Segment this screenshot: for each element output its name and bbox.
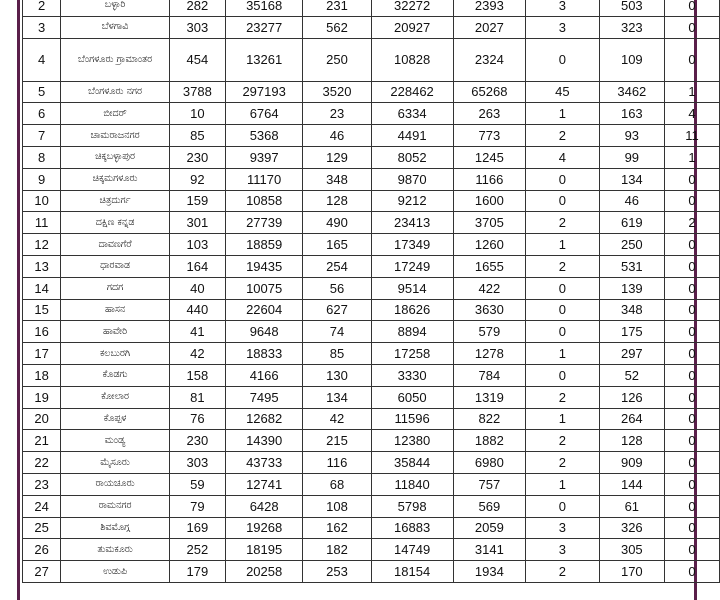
col-4-cell: 27739 bbox=[225, 212, 303, 234]
col-10-cell: 0 bbox=[664, 408, 719, 430]
col-10-cell: 0 bbox=[664, 277, 719, 299]
col-8-cell: 1 bbox=[526, 408, 600, 430]
col-7-cell: 2324 bbox=[453, 38, 525, 81]
col-7-cell: 263 bbox=[453, 103, 525, 125]
col-10-cell: 11 bbox=[664, 125, 719, 147]
col-5-cell: 130 bbox=[303, 364, 371, 386]
col-8-cell: 0 bbox=[526, 495, 600, 517]
col-10-cell: 0 bbox=[664, 16, 719, 38]
col-4-cell: 35168 bbox=[225, 0, 303, 16]
serial-number-cell: 22 bbox=[23, 452, 61, 474]
serial-number-cell: 10 bbox=[23, 190, 61, 212]
serial-number-cell: 13 bbox=[23, 255, 61, 277]
col-6-cell: 10828 bbox=[371, 38, 453, 81]
serial-number-cell: 17 bbox=[23, 343, 61, 365]
col-4-cell: 19268 bbox=[225, 517, 303, 539]
col-10-cell: 0 bbox=[664, 386, 719, 408]
col-8-cell: 0 bbox=[526, 168, 600, 190]
col-3-cell: 76 bbox=[169, 408, 225, 430]
serial-number-cell: 20 bbox=[23, 408, 61, 430]
col-4-cell: 18859 bbox=[225, 234, 303, 256]
col-7-cell: 569 bbox=[453, 495, 525, 517]
col-6-cell: 8052 bbox=[371, 146, 453, 168]
col-10-cell: 0 bbox=[664, 343, 719, 365]
district-name-cell: ಬೀದರ್ bbox=[61, 103, 170, 125]
col-6-cell: 18626 bbox=[371, 299, 453, 321]
col-9-cell: 126 bbox=[599, 386, 664, 408]
col-6-cell: 5798 bbox=[371, 495, 453, 517]
table-row bbox=[23, 255, 720, 277]
col-7-cell: 2059 bbox=[453, 517, 525, 539]
col-3-cell: 252 bbox=[169, 539, 225, 561]
district-name-cell: ಚಿಕ್ಕಮಗಳೂರು bbox=[61, 168, 170, 190]
col-3-cell: 85 bbox=[169, 125, 225, 147]
col-3-cell: 230 bbox=[169, 430, 225, 452]
serial-number-cell: 11 bbox=[23, 212, 61, 234]
col-10-cell: 0 bbox=[664, 38, 719, 81]
col-8-cell: 3 bbox=[526, 0, 600, 16]
district-name-cell: ದಕ್ಷಿಣ ಕನ್ನಡ bbox=[61, 212, 170, 234]
district-name-cell: ರಾಮನಗರ bbox=[61, 495, 170, 517]
district-name-cell: ಗದಗ bbox=[61, 277, 170, 299]
table-row bbox=[23, 343, 720, 365]
col-9-cell: 93 bbox=[599, 125, 664, 147]
col-8-cell: 1 bbox=[526, 234, 600, 256]
col-7-cell: 579 bbox=[453, 321, 525, 343]
serial-number-cell: 19 bbox=[23, 386, 61, 408]
serial-number-cell: 16 bbox=[23, 321, 61, 343]
col-10-cell: 1 bbox=[664, 81, 719, 103]
col-4-cell: 43733 bbox=[225, 452, 303, 474]
col-8-cell: 2 bbox=[526, 255, 600, 277]
col-8-cell: 2 bbox=[526, 561, 600, 583]
col-7-cell: 2027 bbox=[453, 16, 525, 38]
col-5-cell: 182 bbox=[303, 539, 371, 561]
col-6-cell: 4491 bbox=[371, 125, 453, 147]
col-5-cell: 134 bbox=[303, 386, 371, 408]
col-5-cell: 165 bbox=[303, 234, 371, 256]
col-6-cell: 23413 bbox=[371, 212, 453, 234]
col-9-cell: 163 bbox=[599, 103, 664, 125]
col-4-cell: 5368 bbox=[225, 125, 303, 147]
col-6-cell: 12380 bbox=[371, 430, 453, 452]
col-5-cell: 254 bbox=[303, 255, 371, 277]
table-row bbox=[23, 103, 720, 125]
serial-number-cell: 21 bbox=[23, 430, 61, 452]
col-6-cell: 11840 bbox=[371, 473, 453, 495]
col-4-cell: 18195 bbox=[225, 539, 303, 561]
col-3-cell: 164 bbox=[169, 255, 225, 277]
col-10-cell: 0 bbox=[664, 168, 719, 190]
data-table bbox=[22, 0, 720, 583]
col-8-cell: 3 bbox=[526, 517, 600, 539]
col-8-cell: 1 bbox=[526, 343, 600, 365]
col-7-cell: 3705 bbox=[453, 212, 525, 234]
table-row bbox=[23, 517, 720, 539]
col-9-cell: 134 bbox=[599, 168, 664, 190]
col-3-cell: 59 bbox=[169, 473, 225, 495]
serial-number-cell: 9 bbox=[23, 168, 61, 190]
col-8-cell: 0 bbox=[526, 299, 600, 321]
table-row bbox=[23, 212, 720, 234]
col-9-cell: 139 bbox=[599, 277, 664, 299]
col-5-cell: 74 bbox=[303, 321, 371, 343]
col-8-cell: 0 bbox=[526, 38, 600, 81]
serial-number-cell: 5 bbox=[23, 81, 61, 103]
serial-number-cell: 24 bbox=[23, 495, 61, 517]
district-name-cell: ಕಲಬುರಗಿ bbox=[61, 343, 170, 365]
table-row bbox=[23, 38, 720, 81]
col-7-cell: 822 bbox=[453, 408, 525, 430]
district-name-cell: ಮಂಡ್ಯ bbox=[61, 430, 170, 452]
table-body bbox=[23, 0, 720, 582]
col-10-cell: 2 bbox=[664, 212, 719, 234]
table-row bbox=[23, 321, 720, 343]
col-10-cell: 1 bbox=[664, 146, 719, 168]
col-7-cell: 784 bbox=[453, 364, 525, 386]
serial-number-cell: 25 bbox=[23, 517, 61, 539]
col-9-cell: 305 bbox=[599, 539, 664, 561]
table-row bbox=[23, 364, 720, 386]
col-8-cell: 2 bbox=[526, 452, 600, 474]
table-row bbox=[23, 561, 720, 583]
col-6-cell: 32272 bbox=[371, 0, 453, 16]
col-4-cell: 22604 bbox=[225, 299, 303, 321]
col-9-cell: 128 bbox=[599, 430, 664, 452]
col-5-cell: 85 bbox=[303, 343, 371, 365]
col-7-cell: 1260 bbox=[453, 234, 525, 256]
col-6-cell: 17349 bbox=[371, 234, 453, 256]
col-6-cell: 17249 bbox=[371, 255, 453, 277]
col-4-cell: 10075 bbox=[225, 277, 303, 299]
serial-number-cell: 26 bbox=[23, 539, 61, 561]
col-4-cell: 6764 bbox=[225, 103, 303, 125]
col-9-cell: 61 bbox=[599, 495, 664, 517]
col-4-cell: 10858 bbox=[225, 190, 303, 212]
col-9-cell: 52 bbox=[599, 364, 664, 386]
district-name-cell: ಧಾರವಾಡ bbox=[61, 255, 170, 277]
col-3-cell: 81 bbox=[169, 386, 225, 408]
col-8-cell: 45 bbox=[526, 81, 600, 103]
page-border-left bbox=[17, 0, 20, 600]
col-3-cell: 41 bbox=[169, 321, 225, 343]
col-10-cell: 0 bbox=[664, 190, 719, 212]
col-10-cell: 0 bbox=[664, 495, 719, 517]
col-9-cell: 297 bbox=[599, 343, 664, 365]
col-4-cell: 23277 bbox=[225, 16, 303, 38]
col-7-cell: 1319 bbox=[453, 386, 525, 408]
col-3-cell: 103 bbox=[169, 234, 225, 256]
district-name-cell: ದಾವಣಗೆರೆ bbox=[61, 234, 170, 256]
col-5-cell: 42 bbox=[303, 408, 371, 430]
col-7-cell: 773 bbox=[453, 125, 525, 147]
serial-number-cell: 14 bbox=[23, 277, 61, 299]
col-3-cell: 440 bbox=[169, 299, 225, 321]
col-5-cell: 253 bbox=[303, 561, 371, 583]
col-10-cell: 0 bbox=[664, 561, 719, 583]
col-9-cell: 170 bbox=[599, 561, 664, 583]
district-name-cell: ಉಡುಪಿ bbox=[61, 561, 170, 583]
col-3-cell: 79 bbox=[169, 495, 225, 517]
col-8-cell: 1 bbox=[526, 473, 600, 495]
col-9-cell: 326 bbox=[599, 517, 664, 539]
table-row bbox=[23, 16, 720, 38]
col-3-cell: 92 bbox=[169, 168, 225, 190]
col-4-cell: 11170 bbox=[225, 168, 303, 190]
col-10-cell: 0 bbox=[664, 299, 719, 321]
table-row bbox=[23, 473, 720, 495]
table-row bbox=[23, 146, 720, 168]
col-9-cell: 619 bbox=[599, 212, 664, 234]
col-5-cell: 162 bbox=[303, 517, 371, 539]
district-name-cell: ರಾಯಚೂರು bbox=[61, 473, 170, 495]
col-6-cell: 3330 bbox=[371, 364, 453, 386]
col-6-cell: 20927 bbox=[371, 16, 453, 38]
col-10-cell: 0 bbox=[664, 255, 719, 277]
table-row bbox=[23, 125, 720, 147]
col-10-cell: 0 bbox=[664, 539, 719, 561]
col-3-cell: 303 bbox=[169, 16, 225, 38]
col-8-cell: 2 bbox=[526, 125, 600, 147]
col-3-cell: 303 bbox=[169, 452, 225, 474]
col-7-cell: 6980 bbox=[453, 452, 525, 474]
col-8-cell: 0 bbox=[526, 321, 600, 343]
col-4-cell: 7495 bbox=[225, 386, 303, 408]
col-9-cell: 531 bbox=[599, 255, 664, 277]
table-row bbox=[23, 277, 720, 299]
col-4-cell: 18833 bbox=[225, 343, 303, 365]
col-5-cell: 348 bbox=[303, 168, 371, 190]
col-8-cell: 3 bbox=[526, 16, 600, 38]
col-3-cell: 159 bbox=[169, 190, 225, 212]
col-7-cell: 422 bbox=[453, 277, 525, 299]
col-7-cell: 3141 bbox=[453, 539, 525, 561]
district-name-cell: ಚಿತ್ರದುರ್ಗ bbox=[61, 190, 170, 212]
col-8-cell: 0 bbox=[526, 190, 600, 212]
col-9-cell: 99 bbox=[599, 146, 664, 168]
col-7-cell: 1882 bbox=[453, 430, 525, 452]
serial-number-cell: 3 bbox=[23, 16, 61, 38]
district-name-cell: ಬೆಳಗಾವಿ bbox=[61, 16, 170, 38]
col-8-cell: 2 bbox=[526, 212, 600, 234]
col-3-cell: 158 bbox=[169, 364, 225, 386]
col-5-cell: 215 bbox=[303, 430, 371, 452]
col-4-cell: 9648 bbox=[225, 321, 303, 343]
col-9-cell: 46 bbox=[599, 190, 664, 212]
serial-number-cell: 2 bbox=[23, 0, 61, 16]
col-4-cell: 12682 bbox=[225, 408, 303, 430]
district-name-cell: ಚಾಮರಾಜನಗರ bbox=[61, 125, 170, 147]
col-9-cell: 3462 bbox=[599, 81, 664, 103]
col-7-cell: 1166 bbox=[453, 168, 525, 190]
col-5-cell: 490 bbox=[303, 212, 371, 234]
col-6-cell: 18154 bbox=[371, 561, 453, 583]
district-name-cell: ಹಾಸನ bbox=[61, 299, 170, 321]
col-4-cell: 4166 bbox=[225, 364, 303, 386]
col-9-cell: 250 bbox=[599, 234, 664, 256]
col-6-cell: 228462 bbox=[371, 81, 453, 103]
district-name-cell: ಮೈಸೂರು bbox=[61, 452, 170, 474]
table-row bbox=[23, 539, 720, 561]
col-7-cell: 1934 bbox=[453, 561, 525, 583]
col-6-cell: 9212 bbox=[371, 190, 453, 212]
col-5-cell: 129 bbox=[303, 146, 371, 168]
col-5-cell: 108 bbox=[303, 495, 371, 517]
col-6-cell: 6334 bbox=[371, 103, 453, 125]
col-7-cell: 1245 bbox=[453, 146, 525, 168]
col-4-cell: 297193 bbox=[225, 81, 303, 103]
col-8-cell: 1 bbox=[526, 103, 600, 125]
col-8-cell: 4 bbox=[526, 146, 600, 168]
col-8-cell: 2 bbox=[526, 430, 600, 452]
col-5-cell: 128 bbox=[303, 190, 371, 212]
serial-number-cell: 27 bbox=[23, 561, 61, 583]
col-5-cell: 46 bbox=[303, 125, 371, 147]
district-name-cell: ಬೆಂಗಳೂರು ನಗರ bbox=[61, 81, 170, 103]
col-5-cell: 68 bbox=[303, 473, 371, 495]
col-9-cell: 503 bbox=[599, 0, 664, 16]
col-6-cell: 11596 bbox=[371, 408, 453, 430]
table-row bbox=[23, 299, 720, 321]
col-9-cell: 109 bbox=[599, 38, 664, 81]
col-6-cell: 16883 bbox=[371, 517, 453, 539]
col-10-cell: 0 bbox=[664, 517, 719, 539]
col-7-cell: 1655 bbox=[453, 255, 525, 277]
col-3-cell: 42 bbox=[169, 343, 225, 365]
table-row bbox=[23, 495, 720, 517]
col-3-cell: 179 bbox=[169, 561, 225, 583]
district-name-cell: ಶಿವಮೊಗ್ಗ bbox=[61, 517, 170, 539]
district-covid-table bbox=[22, 0, 720, 583]
col-4-cell: 13261 bbox=[225, 38, 303, 81]
col-4-cell: 20258 bbox=[225, 561, 303, 583]
col-6-cell: 6050 bbox=[371, 386, 453, 408]
col-7-cell: 1278 bbox=[453, 343, 525, 365]
col-6-cell: 8894 bbox=[371, 321, 453, 343]
serial-number-cell: 15 bbox=[23, 299, 61, 321]
serial-number-cell: 7 bbox=[23, 125, 61, 147]
col-7-cell: 65268 bbox=[453, 81, 525, 103]
col-9-cell: 175 bbox=[599, 321, 664, 343]
col-4-cell: 12741 bbox=[225, 473, 303, 495]
district-name-cell: ಬೆಂಗಳೂರು ಗ್ರಾಮಾಂತರ bbox=[61, 38, 170, 81]
col-6-cell: 14749 bbox=[371, 539, 453, 561]
district-name-cell: ಕೊಪ್ಪಳ bbox=[61, 408, 170, 430]
col-3-cell: 40 bbox=[169, 277, 225, 299]
serial-number-cell: 12 bbox=[23, 234, 61, 256]
col-7-cell: 2393 bbox=[453, 0, 525, 16]
table-row bbox=[23, 386, 720, 408]
serial-number-cell: 4 bbox=[23, 38, 61, 81]
col-9-cell: 323 bbox=[599, 16, 664, 38]
serial-number-cell: 18 bbox=[23, 364, 61, 386]
district-name-cell: ಹಾವೇರಿ bbox=[61, 321, 170, 343]
col-5-cell: 231 bbox=[303, 0, 371, 16]
col-5-cell: 250 bbox=[303, 38, 371, 81]
table-row bbox=[23, 408, 720, 430]
col-10-cell: 0 bbox=[664, 321, 719, 343]
serial-number-cell: 8 bbox=[23, 146, 61, 168]
table-row bbox=[23, 190, 720, 212]
col-7-cell: 3630 bbox=[453, 299, 525, 321]
col-3-cell: 301 bbox=[169, 212, 225, 234]
col-10-cell: 0 bbox=[664, 430, 719, 452]
col-6-cell: 9514 bbox=[371, 277, 453, 299]
col-10-cell: 0 bbox=[664, 234, 719, 256]
col-4-cell: 6428 bbox=[225, 495, 303, 517]
district-name-cell: ಚಿಕ್ಕಬಳ್ಳಾಪುರ bbox=[61, 146, 170, 168]
col-4-cell: 19435 bbox=[225, 255, 303, 277]
table-row bbox=[23, 452, 720, 474]
col-10-cell: 4 bbox=[664, 103, 719, 125]
table-row bbox=[23, 81, 720, 103]
col-7-cell: 757 bbox=[453, 473, 525, 495]
col-8-cell: 2 bbox=[526, 386, 600, 408]
district-name-cell: ತುಮಕೂರು bbox=[61, 539, 170, 561]
col-10-cell: 0 bbox=[664, 473, 719, 495]
district-name-cell: ಬಳ್ಳಾರಿ bbox=[61, 0, 170, 16]
col-3-cell: 10 bbox=[169, 103, 225, 125]
district-name-cell: ಕೋಲಾರ bbox=[61, 386, 170, 408]
col-5-cell: 23 bbox=[303, 103, 371, 125]
table-row bbox=[23, 168, 720, 190]
col-10-cell: 0 bbox=[664, 364, 719, 386]
col-3-cell: 454 bbox=[169, 38, 225, 81]
table-row bbox=[23, 234, 720, 256]
col-3-cell: 282 bbox=[169, 0, 225, 16]
col-3-cell: 3788 bbox=[169, 81, 225, 103]
col-9-cell: 144 bbox=[599, 473, 664, 495]
col-8-cell: 0 bbox=[526, 364, 600, 386]
col-9-cell: 264 bbox=[599, 408, 664, 430]
col-5-cell: 562 bbox=[303, 16, 371, 38]
table-row bbox=[23, 0, 720, 16]
col-5-cell: 627 bbox=[303, 299, 371, 321]
table-row bbox=[23, 430, 720, 452]
col-5-cell: 56 bbox=[303, 277, 371, 299]
col-9-cell: 909 bbox=[599, 452, 664, 474]
col-4-cell: 9397 bbox=[225, 146, 303, 168]
col-5-cell: 3520 bbox=[303, 81, 371, 103]
col-6-cell: 35844 bbox=[371, 452, 453, 474]
serial-number-cell: 23 bbox=[23, 473, 61, 495]
col-6-cell: 17258 bbox=[371, 343, 453, 365]
col-8-cell: 0 bbox=[526, 277, 600, 299]
col-10-cell: 0 bbox=[664, 0, 719, 16]
serial-number-cell: 6 bbox=[23, 103, 61, 125]
col-7-cell: 1600 bbox=[453, 190, 525, 212]
col-3-cell: 169 bbox=[169, 517, 225, 539]
col-5-cell: 116 bbox=[303, 452, 371, 474]
col-3-cell: 230 bbox=[169, 146, 225, 168]
district-name-cell: ಕೊಡಗು bbox=[61, 364, 170, 386]
col-6-cell: 9870 bbox=[371, 168, 453, 190]
col-10-cell: 0 bbox=[664, 452, 719, 474]
col-8-cell: 3 bbox=[526, 539, 600, 561]
col-4-cell: 14390 bbox=[225, 430, 303, 452]
col-9-cell: 348 bbox=[599, 299, 664, 321]
